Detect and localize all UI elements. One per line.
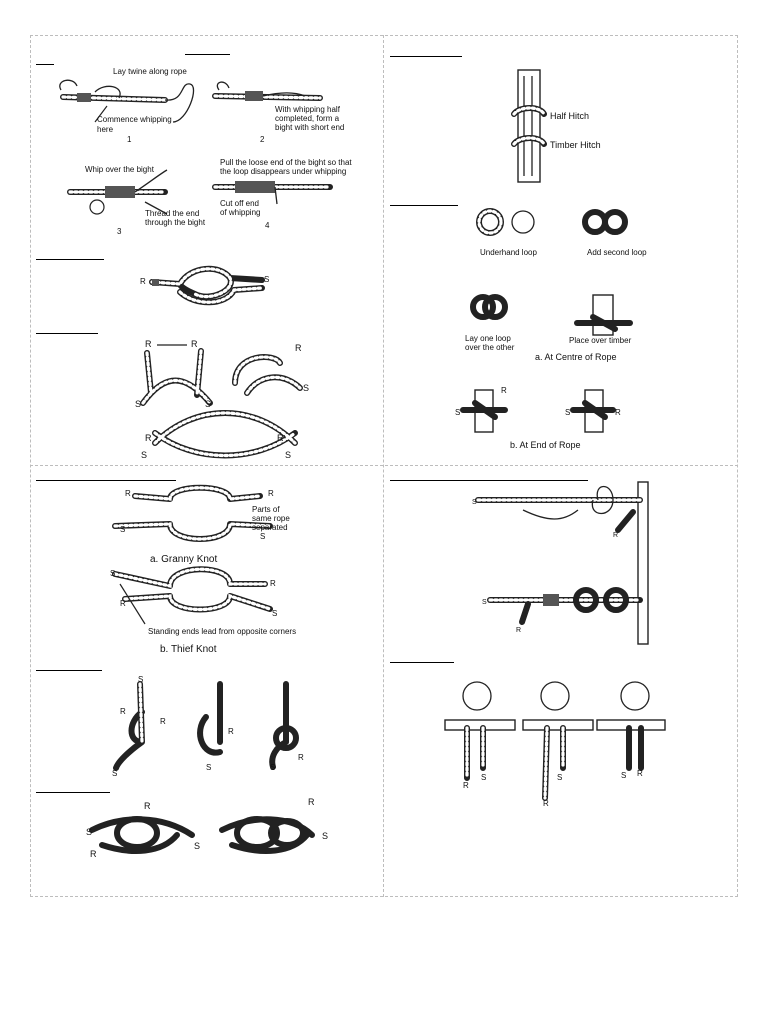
rope-end-s: S [205, 399, 212, 409]
rope-end-r: R [120, 707, 126, 716]
row-divider [30, 465, 738, 466]
heading-rule-reef [36, 259, 104, 260]
step-number-3: 3 [117, 227, 122, 236]
whipping-diagram [55, 62, 355, 242]
standing-ends-label: Standing ends lead from opposite corners [148, 627, 297, 636]
rope-end-r: R [191, 339, 198, 349]
rope-end-r: R [268, 489, 274, 498]
bowline-diagram [108, 672, 338, 782]
rope-end-s: S [110, 569, 116, 578]
hitch-diagram [510, 66, 650, 186]
rope-end-r: R [125, 489, 131, 498]
step1-lay-label: Lay twine along rope [113, 67, 187, 76]
heading-rule-clove [390, 205, 458, 206]
rope-end-r: R [463, 781, 469, 790]
step-number-4: 4 [265, 221, 270, 230]
granny-knot-caption: a. Granny Knot [150, 554, 218, 565]
step3-whip-label: Whip over the bight [85, 165, 154, 174]
heading-rule-round-turn [390, 480, 588, 481]
rope-end-r: R [145, 433, 152, 443]
rope-end-r: R [295, 343, 302, 353]
lay-one-loop-label: Lay one loop [465, 334, 511, 343]
rope-end-r: R [145, 339, 152, 349]
add-second-loop-label: Add second loop [587, 248, 647, 257]
whipping-step-1 [60, 67, 194, 144]
rope-end-s: S [557, 773, 563, 782]
step1-commence-label-2: here [97, 125, 114, 134]
step3-thread-label: Thread the end [145, 209, 200, 218]
rope-end-r: R [615, 408, 621, 417]
heading-rule-bowline [36, 670, 102, 671]
rope-end-r: R [120, 599, 126, 608]
step2-label-3: bight with short end [275, 123, 345, 132]
granny-thief-diagram [110, 484, 330, 659]
rope-end-s: S [141, 450, 148, 460]
whipping-step-2 [215, 82, 344, 144]
whipping-step-3 [70, 165, 206, 236]
timber-hitch-label: Timber Hitch [550, 140, 601, 150]
rope-end-r: R [516, 627, 522, 634]
rope-end-s: S [285, 450, 292, 460]
fishermans-knot-diagram [82, 795, 362, 870]
rope-end-r: R [308, 797, 315, 807]
rope-end-r: R [144, 801, 151, 811]
step2-label-1: With whipping half [275, 105, 340, 114]
step-number-2: 2 [260, 135, 265, 144]
rope-end-r: R [543, 799, 549, 808]
rope-end-s: S [264, 275, 270, 284]
reef-knot-diagram [140, 262, 280, 312]
column-divider [383, 35, 384, 897]
rope-end-s: S [86, 827, 93, 837]
centre-of-rope-caption: a. At Centre of Rope [535, 352, 617, 362]
step3-thread-label-2: through the bight [145, 218, 206, 227]
rope-end-r: R [228, 727, 234, 736]
lashing-diagram [445, 678, 685, 808]
round-turn-diagram [468, 482, 668, 647]
rope-end-s: S [112, 769, 118, 778]
heading-rule-fishermans [36, 792, 110, 793]
heading-rule-sheet-bend [36, 333, 98, 334]
rope-end-r: R [160, 717, 166, 726]
underhand-loop-label: Underhand loop [480, 248, 537, 257]
rope-end-s: S [120, 525, 126, 534]
rope-end-r: R [90, 849, 97, 859]
rope-end-s: S [138, 675, 144, 684]
clove-hitch-diagram [455, 205, 675, 455]
heading-rule-whipping-sub [36, 64, 54, 65]
rope-end-s: S [272, 609, 278, 618]
rope-end-s: S [194, 841, 201, 851]
thief-knot-caption: b. Thief Knot [160, 644, 217, 655]
rope-end-s: S [206, 763, 212, 772]
rope-end-r: R [298, 753, 304, 762]
rope-end-s: S [135, 399, 142, 409]
rope-end-s: S [482, 599, 487, 606]
lay-one-loop-label-2: over the other [465, 343, 515, 352]
parts-label: Parts of [252, 505, 280, 514]
rope-end-s: S [481, 773, 487, 782]
rope-end-s: S [270, 763, 276, 772]
parts-label-3: separated [252, 523, 288, 532]
heading-rule-granny [36, 480, 176, 481]
heading-rule-lashing [390, 662, 454, 663]
rope-end-r: R [501, 386, 507, 395]
rope-end-s: S [303, 383, 310, 393]
rope-end-r: R [270, 579, 276, 588]
rope-end-r: R [140, 277, 146, 286]
rope-end-s: S [322, 831, 329, 841]
whipping-step-4 [215, 158, 352, 230]
step4-pull-label: Pull the loose end of the bight so that [220, 158, 352, 167]
sheet-bend-diagram [135, 333, 355, 463]
place-over-timber-label: Place over timber [569, 336, 632, 345]
rope-end-r: R [277, 433, 284, 443]
half-hitch-label: Half Hitch [550, 111, 590, 121]
step4-cut-label: Cut off end [220, 199, 259, 208]
step-number-1: 1 [127, 135, 132, 144]
rope-end-s: S [565, 408, 571, 417]
rope-end-s: S [455, 408, 461, 417]
step2-label-2: completed, form a [275, 114, 340, 123]
parts-label-2: same rope [252, 514, 290, 523]
rope-end-r: R [613, 532, 619, 539]
rope-end-s: S [260, 532, 266, 541]
rope-end-s: S [472, 499, 477, 506]
heading-rule-whipping [185, 54, 230, 55]
step1-commence-label: Commence whipping [97, 115, 172, 124]
step4-cut-label-2: of whipping [220, 208, 261, 217]
heading-rule-hitches [390, 56, 462, 57]
end-of-rope-caption: b. At End of Rope [510, 440, 581, 450]
rope-end-s: S [621, 771, 627, 780]
step4-pull-label-2: the loop disappears under whipping [220, 167, 347, 176]
rope-end-r: R [637, 769, 643, 778]
